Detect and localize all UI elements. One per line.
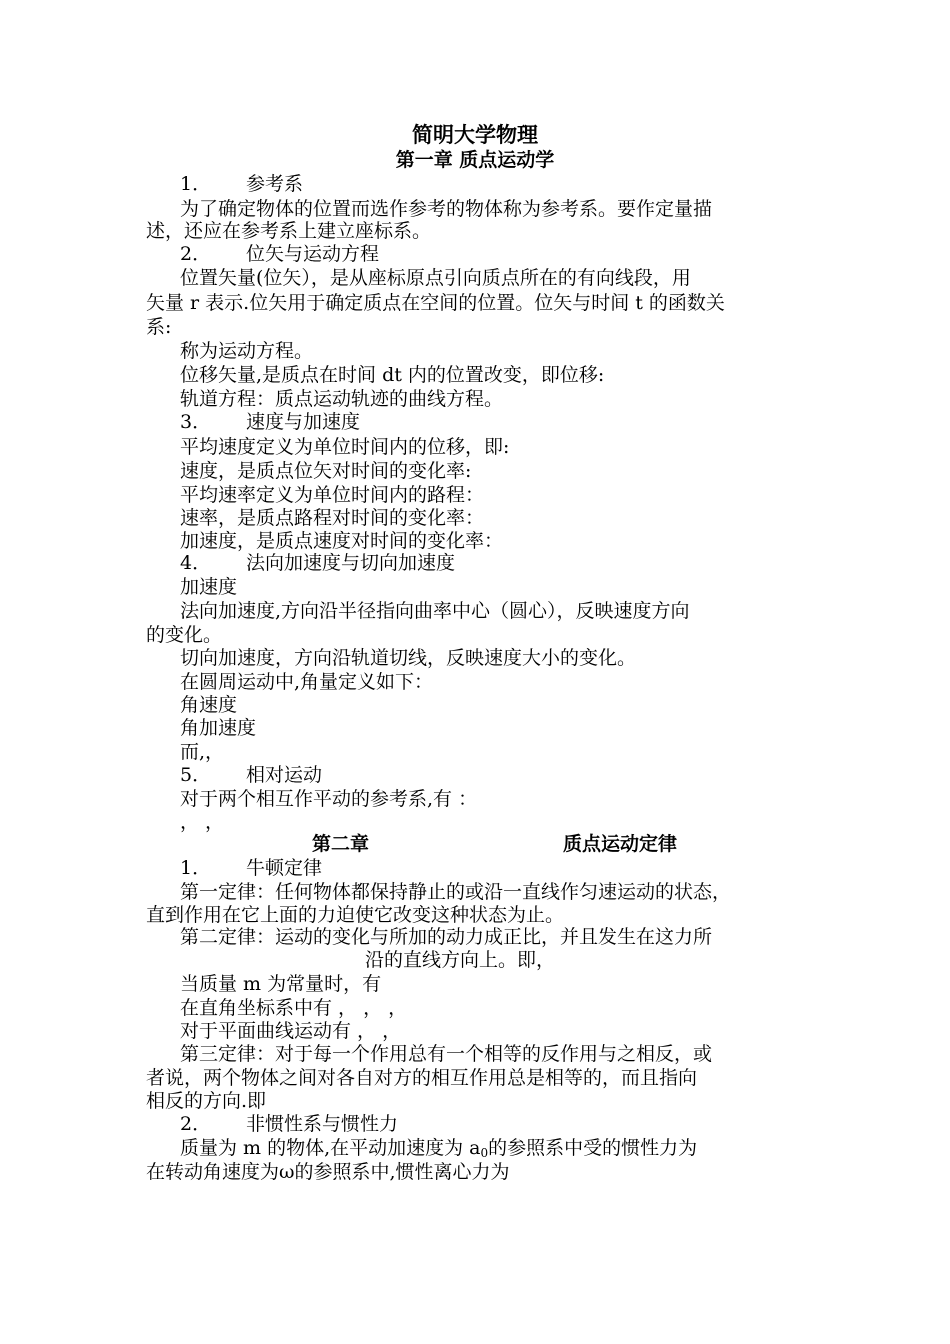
paragraph-line: 述，还应在参考系上建立座标系。 <box>146 220 432 242</box>
section-number: 1． <box>180 173 212 195</box>
paragraph-line: 在直角坐标系中有 ， ， ， <box>180 997 408 1019</box>
paragraph-line: 加速度，是质点速度对时间的变化率： <box>180 530 504 552</box>
paragraph-line: 系: <box>146 316 172 338</box>
text-run: 质量为 m 的物体,在平动加速度为 a <box>180 1137 481 1159</box>
paragraph-line: 速度，是质点位矢对时间的变化率: <box>180 460 472 482</box>
chapter-1-heading: 第一章 质点运动学 <box>395 149 555 171</box>
section-number: 1． <box>180 857 212 879</box>
section-title: 参考系 <box>246 173 304 195</box>
section-title: 速度与加速度 <box>246 411 361 433</box>
paragraph-line: 平均速率定义为单位时间内的路程： <box>180 484 485 506</box>
paragraph-line: 位置矢量(位矢），是从座标原点引向质点所在的有向线段，用 <box>180 267 691 289</box>
section-heading <box>180 856 814 880</box>
paragraph-line: 第二定律：运动的变化与所加的动力成正比，并且发生在这力所 <box>180 926 713 948</box>
paragraph-line: 速率，是质点路程对时间的变化率： <box>180 507 485 529</box>
chapter-2-heading-right: 质点运动定律 <box>563 833 678 855</box>
section-heading <box>180 410 814 434</box>
paragraph-line: 对于两个相互作平动的参考系,有 ： <box>180 788 478 810</box>
section-number: 2． <box>180 1113 212 1135</box>
paragraph-line: 当质量 m 为常量时，有 <box>180 973 382 995</box>
paragraph-line: 称为运动方程。 <box>180 340 314 362</box>
paragraph-line: 轨道方程：质点运动轨迹的曲线方程。 <box>180 388 504 410</box>
paragraph-line: 法向加速度,方向沿半径指向曲率中心（圆心），反映速度方向 <box>180 600 690 622</box>
paragraph-line: 第三定律：对于每一个作用总有一个相等的反作用与之相反，或 <box>180 1043 713 1065</box>
section-number: 3． <box>180 411 212 433</box>
section-title: 法向加速度与切向加速度 <box>246 552 456 574</box>
section-heading <box>180 551 814 575</box>
paragraph-line: 角加速度 <box>180 717 257 739</box>
paragraph-line: 矢量 r 表示.位矢用于确定质点在空间的位置。位矢与时间 t 的函数关 <box>146 292 725 314</box>
paragraph-line: 直到作用在它上面的力迫使它改变这种状态为止。 <box>146 904 565 926</box>
section-number: 4． <box>180 552 212 574</box>
paragraph-line: 角速度 <box>180 694 238 716</box>
paragraph-line: 位移矢量,是质点在时间 dt 内的位置改变，即位移: <box>180 364 605 386</box>
paragraph-line: 在转动角速度为ω的参照系中,惯性离心力为 <box>146 1161 510 1183</box>
section-heading <box>180 242 814 266</box>
section-number: 2． <box>180 243 212 265</box>
section-heading <box>180 763 814 787</box>
section-title: 非惯性系与惯性力 <box>246 1113 399 1135</box>
paragraph-line: 平均速度定义为单位时间内的位移，即: <box>180 436 510 458</box>
chapter-2-heading-left: 第二章 <box>312 833 370 855</box>
paragraph-line <box>180 1136 814 1162</box>
section-heading <box>180 1112 814 1136</box>
paragraph-line: 为了确定物体的位置而选作参考的物体称为参考系。要作定量描 <box>180 198 713 220</box>
paragraph-line: 相反的方向.即 <box>146 1090 267 1112</box>
paragraph-line: 者说，两个物体之间对各自对方的相互作用总是相等的，而且指向 <box>146 1067 698 1089</box>
paragraph-line: 沿的直线方向上。即， <box>365 949 556 971</box>
paragraph-line: 切向加速度，方向沿轨道切线，反映速度大小的变化。 <box>180 647 637 669</box>
section-heading <box>180 172 814 196</box>
paragraph-line: 对于平面曲线运动有 ， ， <box>180 1020 402 1042</box>
subscript: 0 <box>480 1146 489 1160</box>
paragraph-line: 而,， <box>180 741 225 763</box>
section-title: 牛顿定律 <box>246 857 323 879</box>
paragraph-line: 在圆周运动中,角量定义如下： <box>180 671 434 693</box>
paragraph-line: 第一定律：任何物体都保持静止的或沿一直线作匀速运动的状态， <box>180 881 732 903</box>
section-title: 位矢与运动方程 <box>246 243 380 265</box>
section-title: 相对运动 <box>246 764 323 786</box>
document-title: 简明大学物理 <box>412 122 538 147</box>
paragraph-line: 加速度 <box>180 576 238 598</box>
paragraph-line: ， ， <box>180 811 225 833</box>
text-run: 的参照系中受的惯性力为 <box>488 1137 698 1159</box>
paragraph-line: 的变化。 <box>146 624 223 646</box>
section-number: 5． <box>180 764 212 786</box>
